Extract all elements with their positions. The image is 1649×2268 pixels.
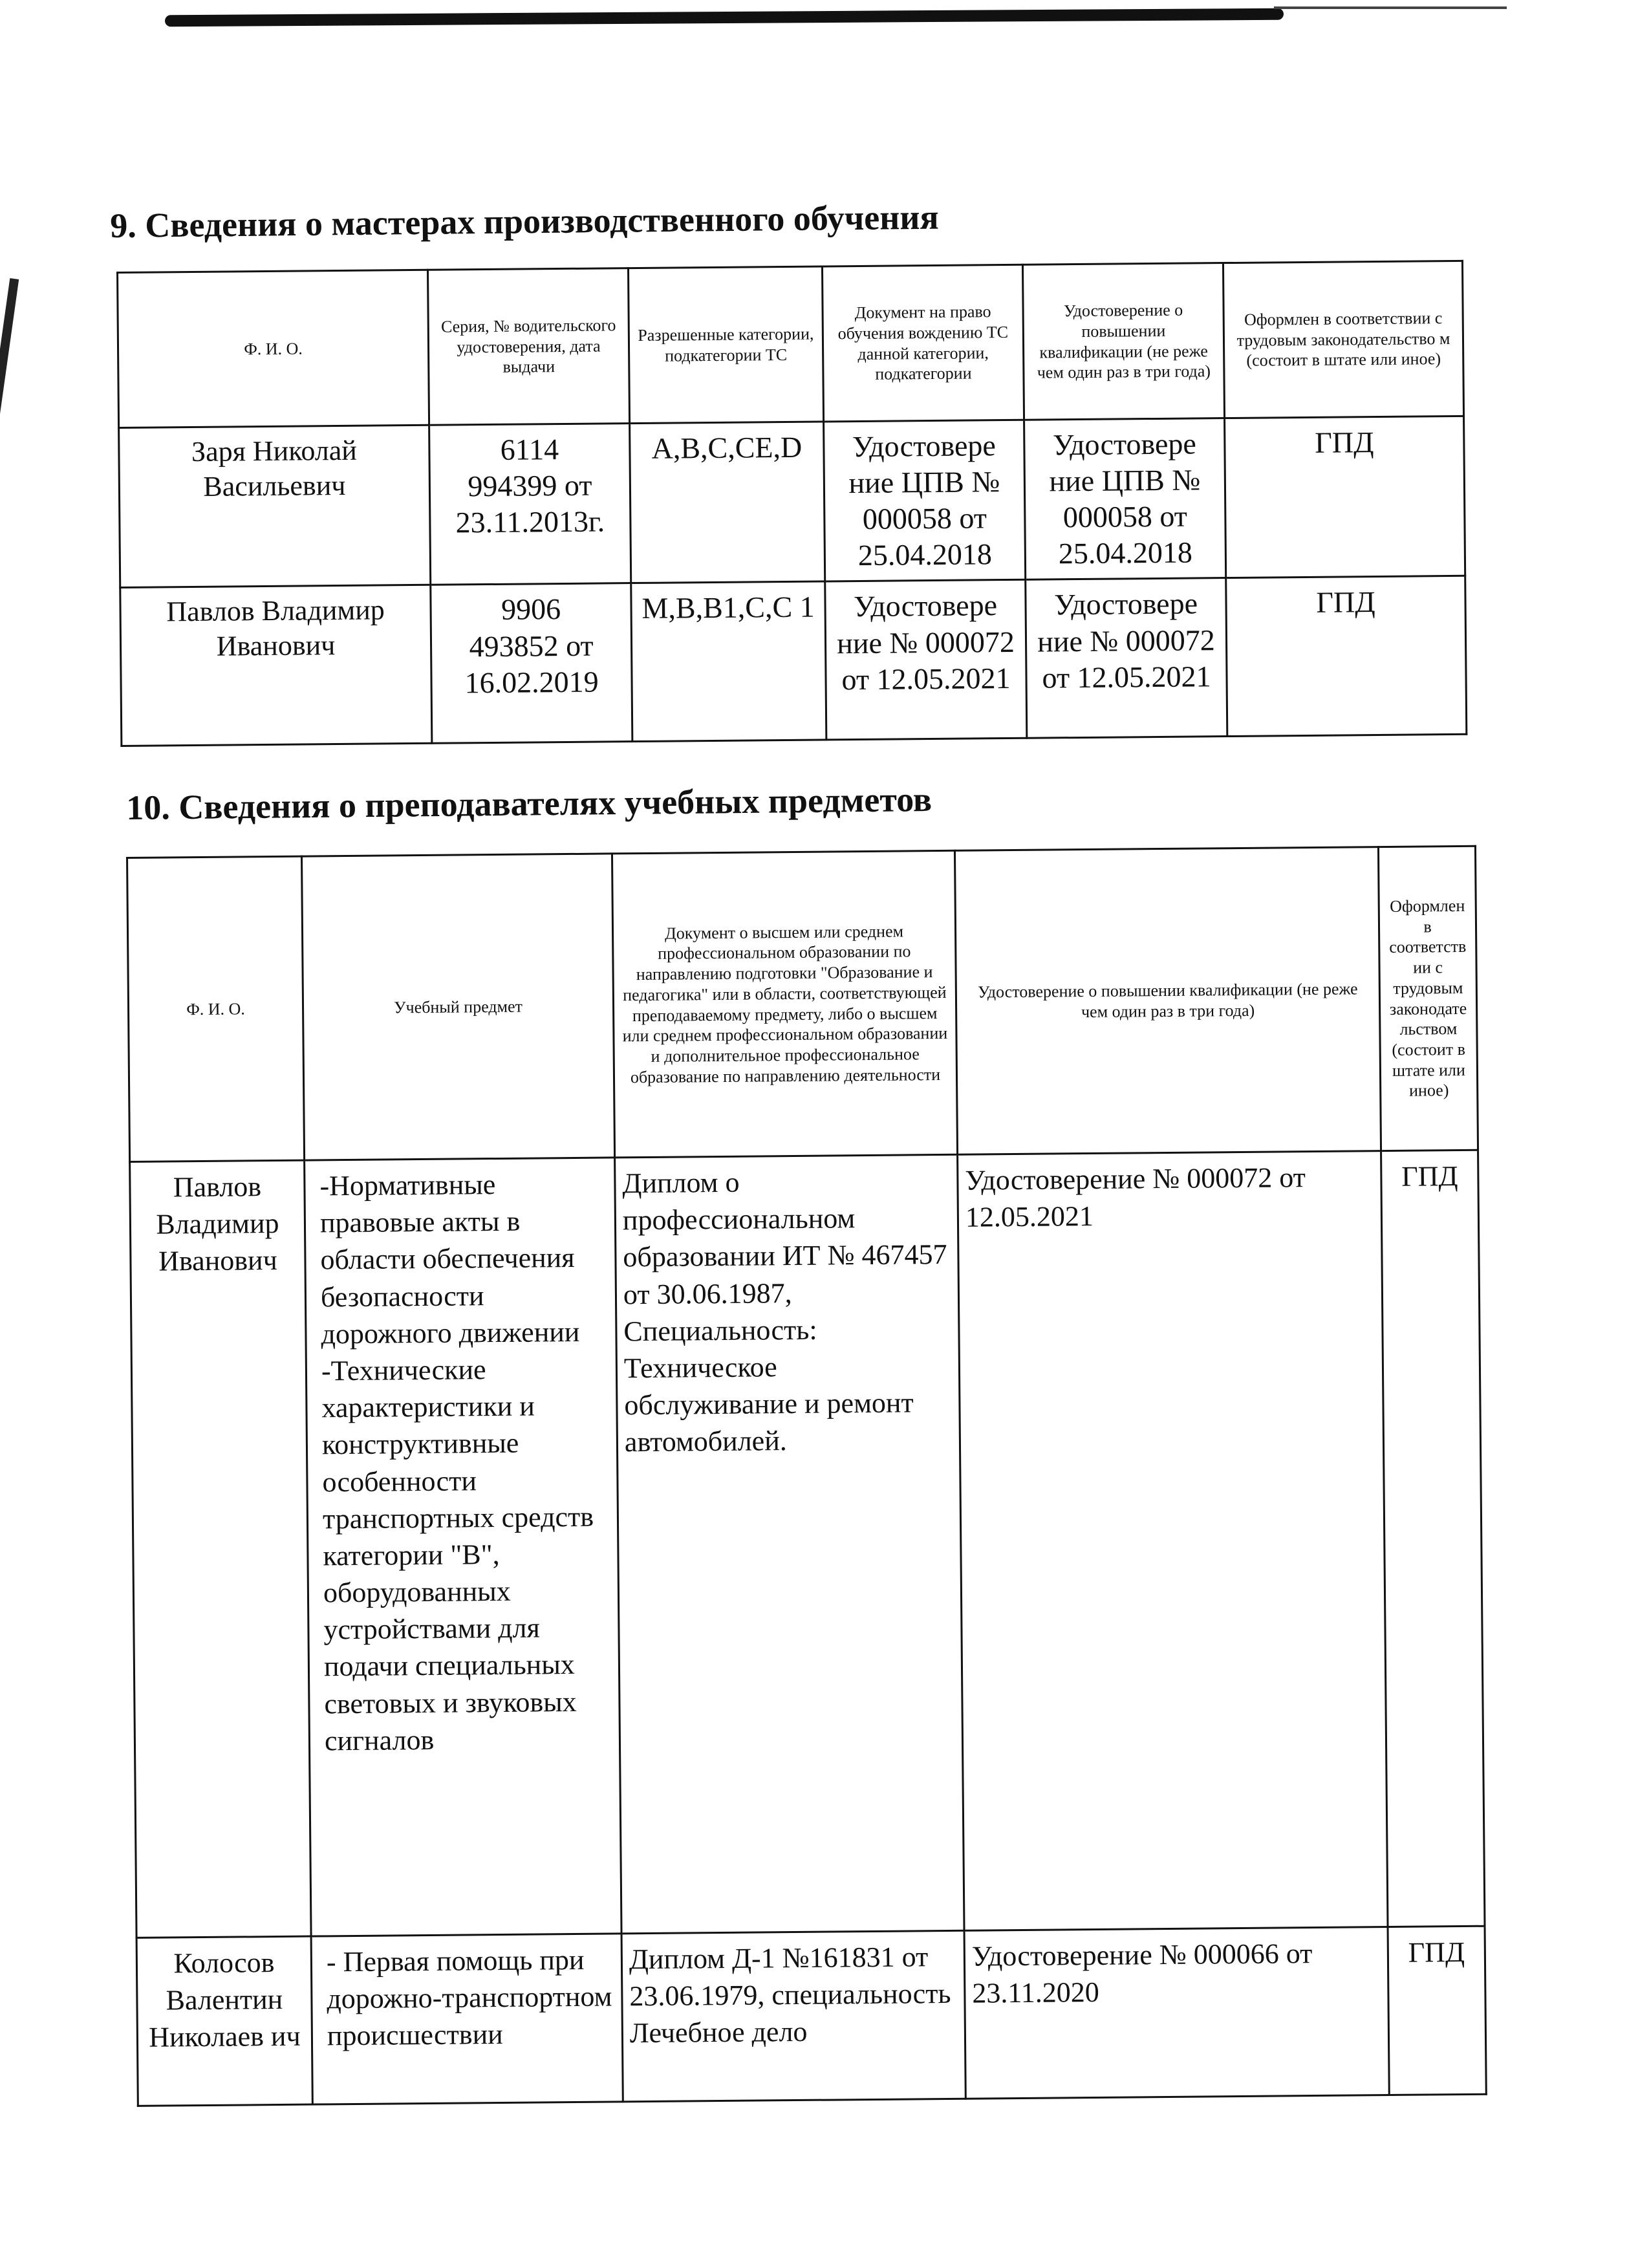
master-qualification: Удостовере ние ЦПВ № 000058 от 25.04.2018 bbox=[1024, 418, 1226, 580]
scan-top-line bbox=[165, 8, 1284, 27]
master-fio: Заря Николай Васильевич bbox=[119, 425, 431, 588]
master-categories: A,B,C,CE,D bbox=[630, 422, 825, 583]
header-qualification: Удостоверение о повышении квалификации (не реже чем один раз в три года) bbox=[954, 847, 1381, 1155]
section-9-heading: 9. Сведения о мастерах производственного обучения bbox=[110, 197, 939, 245]
master-fio: Павлов Владимир Иванович bbox=[120, 585, 432, 746]
scan-left-mark bbox=[0, 278, 19, 420]
teacher-qualification: Удостоверение № 000066 от 23.11.2020 bbox=[964, 1927, 1389, 2099]
header-license: Серия, № водительского удостоверения, дата выдачи bbox=[427, 268, 629, 426]
header-fio: Ф. И. О. bbox=[127, 856, 305, 1161]
table-row bbox=[130, 1150, 1485, 1938]
teacher-education: Диплом о профессиональном образовании ИТ № 467457 от 30.06.1987, Специальность: Техническое обслуживание и ремонт автомобилей. bbox=[615, 1154, 964, 1934]
masters-header-row bbox=[118, 261, 1464, 427]
master-qualification: Удостовере ние № 000072 от 12.05.2021 bbox=[1026, 578, 1227, 739]
masters-table bbox=[116, 260, 1467, 748]
teacher-fio: Колосов Валентин Николаев ич bbox=[136, 1936, 312, 2106]
table-row bbox=[119, 416, 1465, 588]
master-employment: ГПД bbox=[1225, 416, 1465, 578]
scan-top-line-thin bbox=[1274, 6, 1507, 9]
master-categories: M,B,B1,C,C 1 bbox=[631, 581, 826, 742]
teacher-qualification: Удостоверение № 000072 от 12.05.2021 bbox=[958, 1151, 1388, 1931]
header-employment: Оформлен в соответствии с трудовым законодательство м (состоит в штате или иное) bbox=[1223, 261, 1463, 418]
section-10-heading: 10. Сведения о преподавателях учебных предметов bbox=[126, 779, 932, 827]
master-employment: ГПД bbox=[1226, 576, 1467, 737]
teacher-subject: - Первая помощь при дорожно-транспортном происшествии bbox=[311, 1934, 623, 2104]
master-license: 6114 994399 от 23.11.2013г. bbox=[429, 424, 631, 585]
table-row bbox=[120, 576, 1467, 746]
header-qualification: Удостоверение о повышении квалификации (не реже чем один раз в три года) bbox=[1022, 263, 1224, 420]
header-categories: Разрешенные категории, подкатегории ТС bbox=[628, 266, 823, 424]
header-training-doc: Документ на право обучения вождению ТС данной категории, подкатегории bbox=[822, 265, 1024, 422]
teacher-subject: -Нормативные правовые акты в области обеспечения безопасности дорожного движении -Технические характеристики и конструктивные особенности транспортных средств категории "В", оборудованных устройствами для подачи специальных световых и звуковых сигналов bbox=[305, 1158, 621, 1936]
table-row bbox=[136, 1926, 1486, 2106]
header-subject: Учебный предмет bbox=[302, 854, 615, 1160]
master-training-doc: Удостовере ние ЦПВ № 000058 от 25.04.2018 bbox=[824, 420, 1026, 581]
teacher-education: Диплом Д-1 №161831 от 23.06.1979, специальность Лечебное дело bbox=[621, 1930, 965, 2102]
teacher-fio: Павлов Владимир Иванович bbox=[130, 1160, 311, 1938]
teachers-header-row bbox=[127, 846, 1478, 1161]
master-license: 9906 493852 от 16.02.2019 bbox=[431, 583, 632, 744]
teacher-employment: ГПД bbox=[1381, 1150, 1485, 1927]
header-employment: Оформлен в соответств ии с трудовым законодате льством (состоит в штате или иное) bbox=[1378, 846, 1478, 1150]
teacher-employment: ГПД bbox=[1388, 1926, 1486, 2095]
teachers-table bbox=[126, 845, 1487, 2107]
master-training-doc: Удостовере ние № 000072 от 12.05.2021 bbox=[825, 580, 1027, 740]
header-education: Документ о высшем или среднем профессиональном образовании по направлению подготовки "Образование и педагогика" или в области, соответствующей преподаваемому предмету, либо о высшем или среднем профессиональном образовании и дополнительное профессиональное образование по направлению деятельности bbox=[612, 850, 957, 1158]
header-fio: Ф. И. О. bbox=[118, 270, 429, 427]
